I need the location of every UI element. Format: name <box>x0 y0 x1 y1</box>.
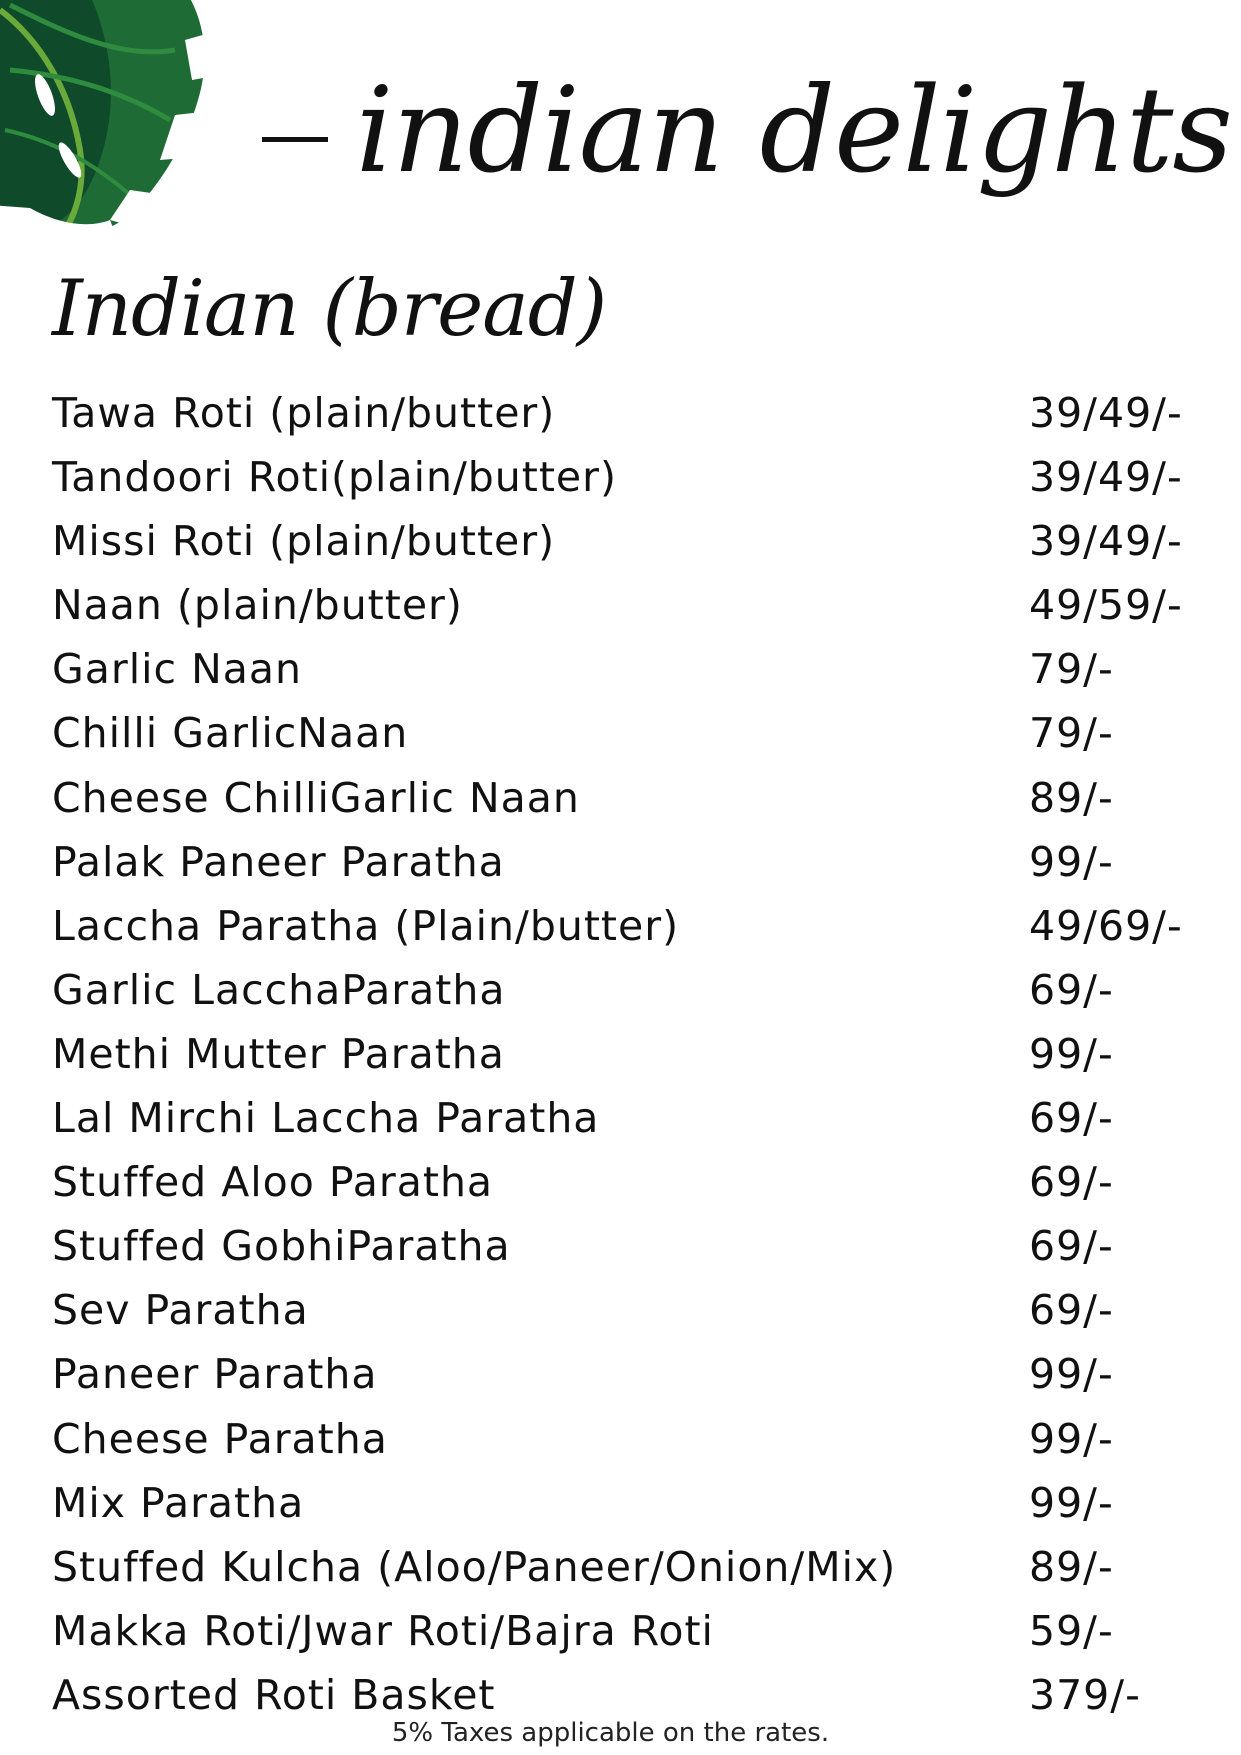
menu-item-name: Assorted Roti Basket <box>52 1670 496 1719</box>
menu-item-name: Mix Paratha <box>52 1478 305 1527</box>
menu-item <box>52 1278 1222 1342</box>
menu-item-price: 89/- <box>1029 773 1114 822</box>
menu-item <box>52 1022 1222 1086</box>
menu-item-price: 59/- <box>1029 1606 1114 1655</box>
menu-item-price: 39/49/- <box>1029 517 1183 566</box>
brand-dash <box>262 137 328 142</box>
menu-item <box>52 701 1222 765</box>
menu-item-price: 99/- <box>1029 1350 1114 1399</box>
menu-item-price: 69/- <box>1029 1094 1114 1143</box>
menu-item-price: 69/- <box>1029 965 1114 1014</box>
menu-item-price: 69/- <box>1029 1222 1114 1271</box>
menu-item <box>52 1150 1222 1214</box>
menu-item <box>52 894 1222 958</box>
menu-item-price: 69/- <box>1029 1158 1114 1207</box>
menu-item-name: Cheese ChilliGarlic Naan <box>52 773 580 822</box>
menu-item-name: Methi Mutter Paratha <box>52 1029 505 1078</box>
menu-item <box>52 573 1222 637</box>
menu-item-name: Tawa Roti (plain/butter) <box>52 389 556 437</box>
menu-item <box>52 445 1222 509</box>
menu-item-name: Tandoori Roti(plain/butter) <box>52 453 618 502</box>
tax-note: 5% Taxes applicable on the rates. <box>391 1718 830 1748</box>
menu-item-name: Palak Paneer Paratha <box>52 837 505 886</box>
menu-item-name: Stuffed GobhiParatha <box>52 1222 511 1271</box>
menu-item-price: 49/59/- <box>1029 581 1183 630</box>
menu-list <box>52 381 1222 1727</box>
menu-item <box>52 381 1222 445</box>
menu-item-price: 89/- <box>1029 1542 1114 1591</box>
menu-item-price: 79/- <box>1029 645 1114 694</box>
menu-item-price: 69/- <box>1029 1286 1114 1335</box>
menu-item-price: 49/69/- <box>1029 901 1183 950</box>
menu-item-name: Naan (plain/butter) <box>52 581 463 630</box>
monstera-leaf-icon <box>0 0 220 245</box>
menu-item-name: Paneer Paratha <box>52 1350 378 1399</box>
menu-item <box>52 1086 1222 1150</box>
menu-item-price: 379/- <box>1029 1670 1141 1719</box>
brand-title: indian delights <box>355 61 1232 199</box>
menu-item-name: Laccha Paratha (Plain/butter) <box>52 901 680 950</box>
menu-item-price: 99/- <box>1029 837 1114 886</box>
menu-item-name: Makka Roti/Jwar Roti/Bajra Roti <box>52 1606 714 1655</box>
menu-item-name: Stuffed Aloo Paratha <box>52 1158 494 1207</box>
menu-item <box>52 766 1222 830</box>
menu-item-name: Missi Roti (plain/butter) <box>52 517 556 566</box>
menu-item <box>52 1407 1222 1471</box>
menu-item <box>52 509 1222 573</box>
menu-item-name: Garlic Naan <box>52 645 303 694</box>
menu-item-name: Lal Mirchi Laccha Paratha <box>52 1094 600 1143</box>
menu-item <box>52 1214 1222 1278</box>
menu-item-price: 99/- <box>1029 1414 1114 1463</box>
menu-item-name: Stuffed Kulcha (Aloo/Paneer/Onion/Mix) <box>52 1542 897 1591</box>
menu-item <box>52 637 1222 701</box>
menu-item-name: Chilli GarlicNaan <box>52 709 409 758</box>
menu-item-name: Cheese Paratha <box>52 1414 388 1463</box>
menu-item-name: Sev Paratha <box>52 1286 309 1335</box>
menu-item <box>52 1599 1222 1663</box>
menu-item-name: Garlic LacchaParatha <box>52 965 506 1014</box>
section-title: Indian (bread) <box>52 264 607 354</box>
menu-item-price: 39/49/- <box>1029 453 1183 502</box>
menu-item <box>52 1342 1222 1406</box>
menu-item-price: 79/- <box>1029 709 1114 758</box>
menu-item-price: 99/- <box>1029 1478 1114 1527</box>
menu-item-price: 99/- <box>1029 1029 1114 1078</box>
menu-item-price: 39/49/- <box>1029 389 1183 437</box>
menu-item <box>52 1471 1222 1535</box>
menu-item <box>52 958 1222 1022</box>
menu-item <box>52 830 1222 894</box>
menu-item <box>52 1535 1222 1599</box>
brand-header <box>262 30 1232 230</box>
